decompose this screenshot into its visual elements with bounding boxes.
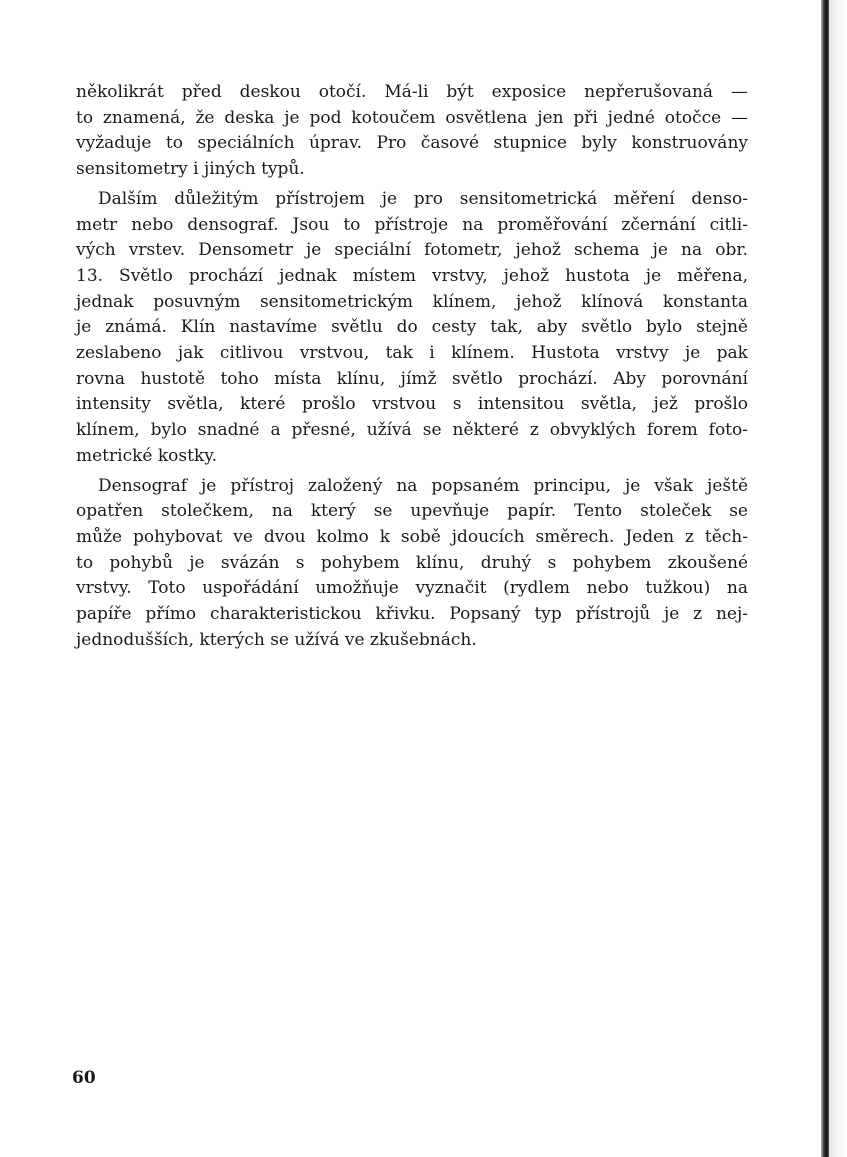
text-line: vých vrstev. Densometr je speciální fotometr, jehož schema je na obr. [76,240,748,261]
text-line: jednak posuvným sensitometrickým klínem, jehož klínová konstanta [76,291,748,312]
text-line: jednodušších, kterých se užívá ve zkušebnách. [76,629,477,650]
text-line: zeslabeno jak citlivou vrstvou, tak i klínem. Hustota vrstvy je pak [76,343,748,364]
page-number: 60 [72,1068,96,1088]
text-line: může pohybovat ve dvou kolmo k sobě jdoucích směrech. Jeden z těch- [76,526,748,547]
body-text [76,80,748,653]
text-line: metrické kostky. [76,445,218,466]
text-line: Densograf je přístroj založený na popsaném principu, je však ještě [98,475,748,496]
text-line: metr nebo densograf. Jsou to přístroje na proměřování zčernání citli- [76,214,748,235]
text-line: vrstvy. Toto uspořádání umožňuje vyznačit (rydlem nebo tužkou) na [76,578,748,599]
book-spine-edge [821,0,829,1157]
paragraph-2 [76,187,748,470]
text-line: to pohybů je svázán s pohybem klínu, druhý s pohybem zkoušené [76,552,748,573]
paragraph-1 [76,80,748,183]
text-line: to znamená, že deska je pod kotoučem osvětlena jen při jedné otočce — [76,107,748,128]
text-line: Dalším důležitým přístrojem je pro sensitometrická měření denso- [98,188,748,209]
text-line: sensitometry i jiných typů. [76,159,305,180]
text-line: 13. Světlo prochází jednak místem vrstvy, jehož hustota je měřena, [76,265,748,286]
text-line: vyžaduje to speciálních úprav. Pro časové stupnice byly konstruovány [76,133,748,154]
text-line: opatřen stolečkem, na který se upevňuje papír. Tento stoleček se [76,501,748,522]
text-line: je známá. Klín nastavíme světlu do cesty tak, aby světlo bylo stejně [76,317,748,338]
text-line: papíře přímo charakteristickou křivku. Popsaný typ přístrojů je z nej- [76,604,748,625]
page-edge-shadow [829,0,847,1157]
paragraph-3 [76,474,748,654]
text-line: klínem, bylo snadné a přesné, užívá se některé z obvyklých forem foto- [76,420,748,441]
text-line: několikrát před deskou otočí. Má-li být exposice nepřerušovaná — [76,82,748,102]
text-line: rovna hustotě toho místa klínu, jímž světlo prochází. Aby porovnání [76,368,748,389]
text-line: intensity světla, které prošlo vrstvou s intensitou světla, jež prošlo [76,394,748,415]
